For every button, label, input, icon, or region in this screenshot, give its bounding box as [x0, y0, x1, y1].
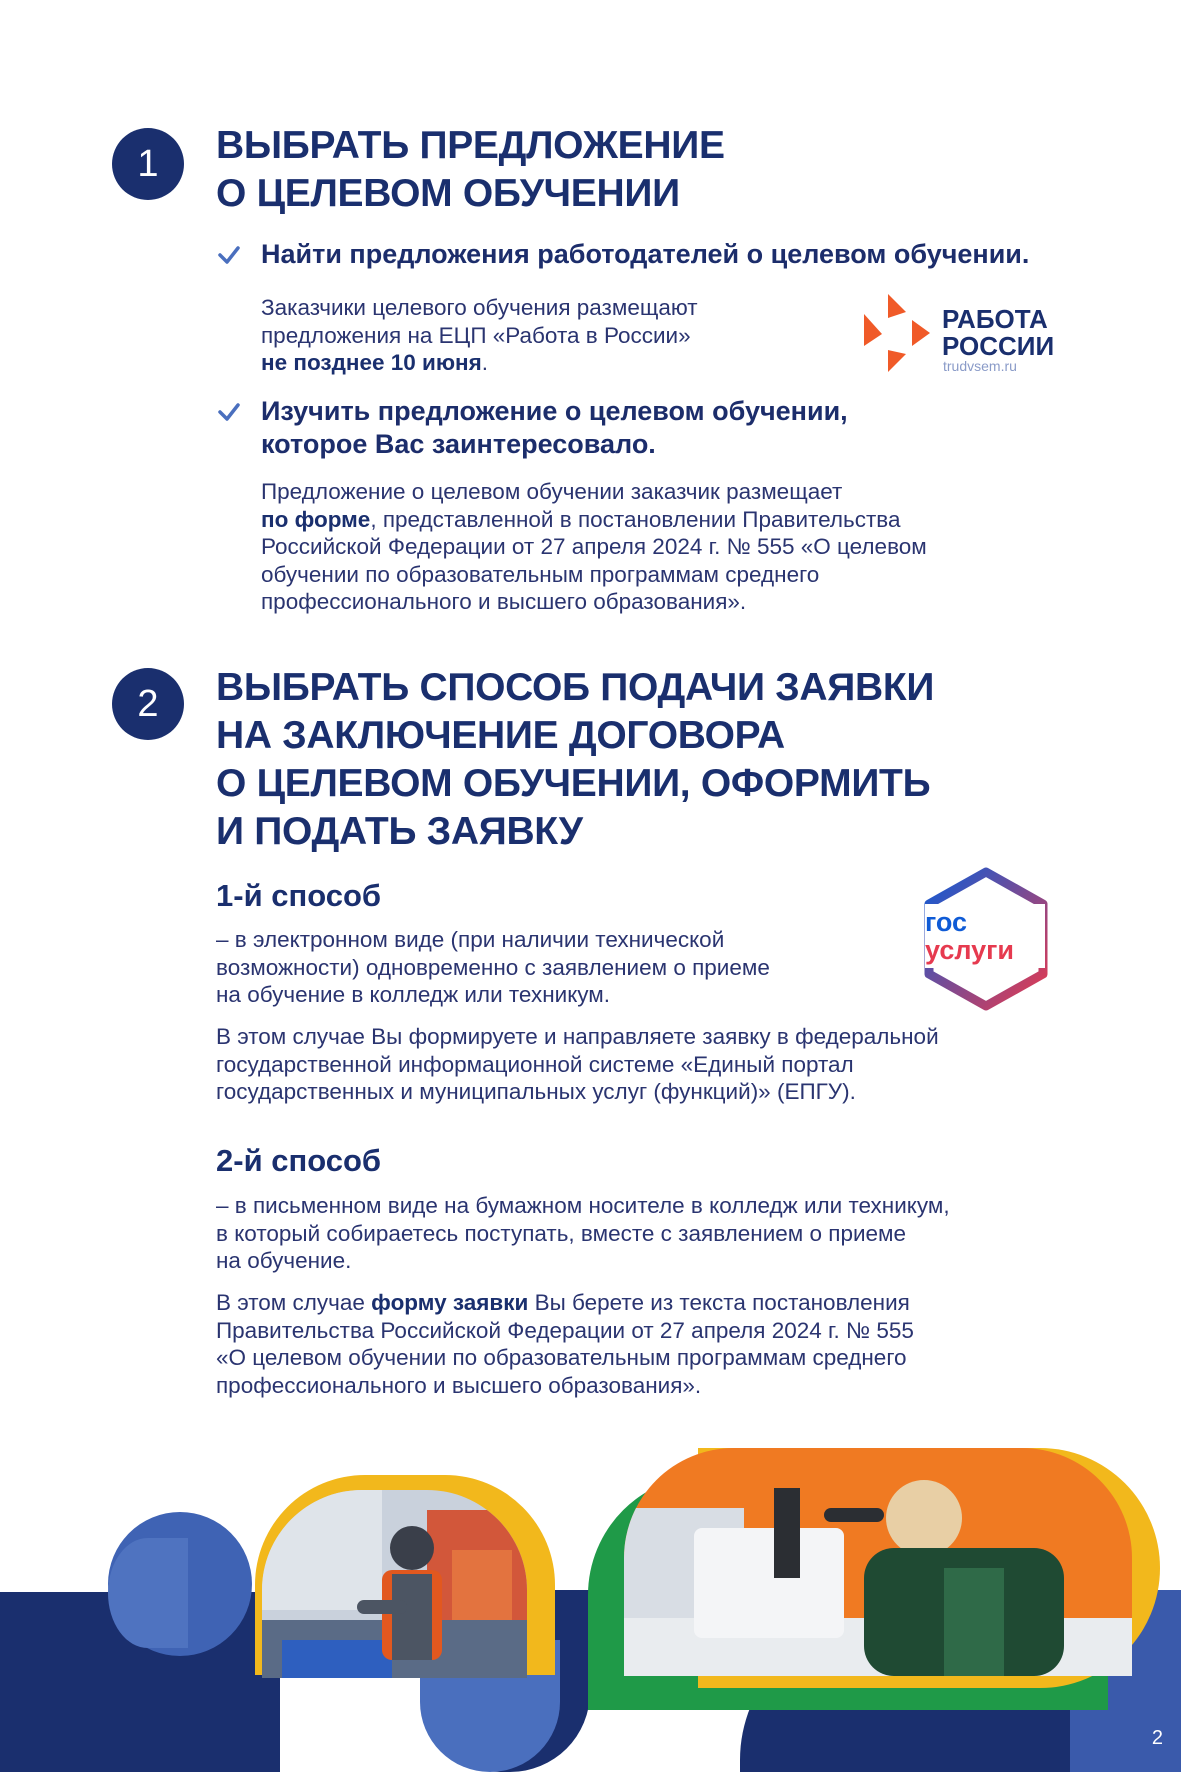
step-item-title: Найти предложения работодателей о целевом обучении.	[261, 239, 1030, 269]
method-text: В этом случае Вы формируете и направляете заявку в федеральной государственной информационной системе «Единый портал государственных и муниципальных услуг (функций)» (ЕПГУ).	[216, 1024, 939, 1104]
rabota-rossii-logo	[862, 292, 1062, 374]
welder-photo	[262, 1490, 527, 1678]
step-item-text: Предложение о целевом обучении заказчик размещает по форме, представленной в постановлении Правительства Российской Федерации от 27 апреля 2024 г. № 555 «О целевом обучении по образовательным программам среднего профессионального и высшего образования».	[261, 479, 927, 614]
logo-line: гос	[925, 907, 968, 937]
decor-half-circle	[108, 1538, 188, 1648]
checkmark-icon	[218, 244, 240, 266]
logo-line: РАБОТА	[942, 304, 1048, 334]
logo-line: услуги	[925, 935, 1015, 965]
microscope-photo	[624, 1448, 1132, 1676]
section-title: ВЫБРАТЬ ПРЕДЛОЖЕНИЕ О ЦЕЛЕВОМ ОБУЧЕНИИ	[216, 124, 725, 215]
method-title: 2-й способ	[216, 1143, 382, 1178]
logo-url: trudvsem.ru	[943, 358, 1017, 374]
section-title: ВЫБРАТЬ СПОСОБ ПОДАЧИ ЗАЯВКИ НА ЗАКЛЮЧЕНИЕ ДОГОВОРА О ЦЕЛЕВОМ ОБУЧЕНИИ, ОФОРМИТЬ И ПОДАТЬ ЗАЯВКУ	[216, 666, 935, 853]
page-number: 2	[1151, 1727, 1163, 1749]
logo-line: РОССИИ	[942, 331, 1055, 361]
method-text: В этом случае форму заявки Вы берете из текста постановления Правительства Российской Федерации от 27 апреля 2024 г. № 555 «О целевом обучении по образовательным программам среднего профессионального и высшего образования».	[216, 1290, 914, 1398]
method-title: 1-й способ	[216, 878, 382, 913]
gosuslugi-logo	[913, 866, 1059, 1012]
step-number-badge: 1	[112, 128, 184, 200]
checkmark-icon	[218, 401, 240, 423]
step-number-badge: 2	[112, 668, 184, 740]
rabota-rossii-emblem-icon	[862, 292, 946, 374]
method-text: – в электронном виде (при наличии технической возможности) одновременно с заявлением о приеме на обучение в колледж или техникум.	[216, 927, 770, 1007]
step-item-title: Изучить предложение о целевом обучении, которое Вас заинтересовало.	[261, 396, 848, 459]
method-text: – в письменном виде на бумажном носителе в колледж или техникум, в который собираетесь поступать, вместе с заявлением о приеме на обучение.	[216, 1193, 950, 1273]
step-item-text: Заказчики целевого обучения размещают предложения на ЕЦП «Работа в России» не позднее 10 июня.	[261, 295, 698, 375]
